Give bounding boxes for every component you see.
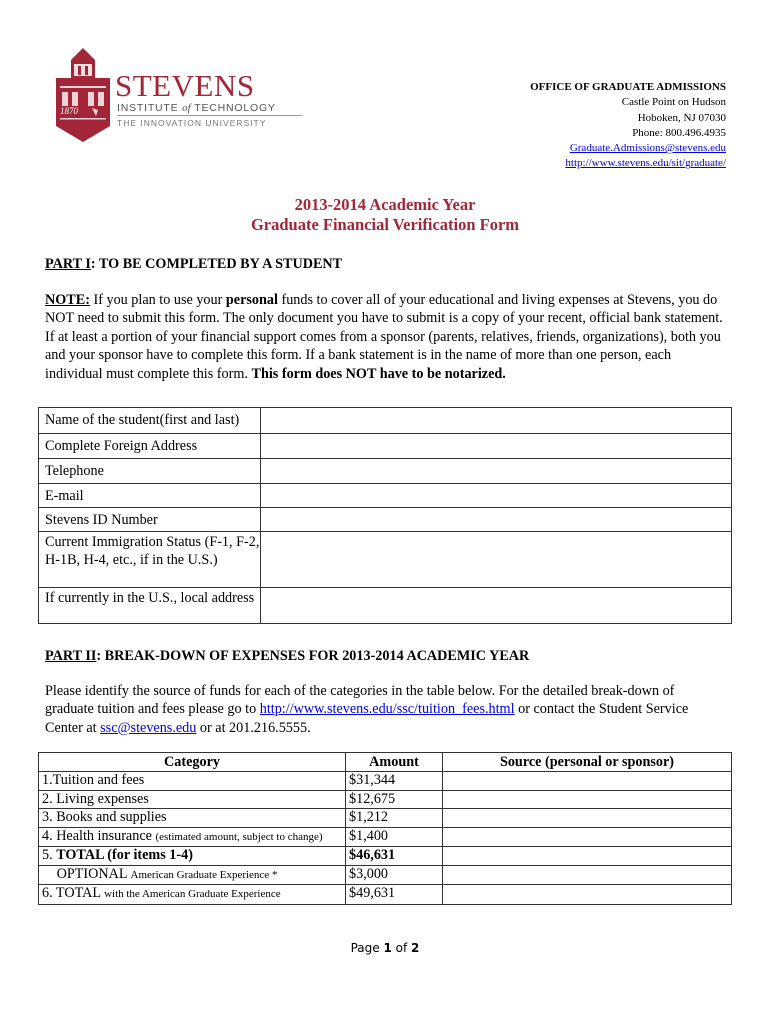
office-address-line1: Castle Point on Hudson [621,96,726,109]
expense-category: 6. TOTAL with the American Graduate Experience [39,885,346,905]
office-email-link[interactable]: Graduate.Admissions@stevens.edu [569,142,726,155]
stevens-tower-emblem-icon [52,48,114,144]
expense-row [39,809,732,828]
field-label: Complete Foreign Address [39,434,261,459]
field-label: Name of the student(first and last) [39,408,261,434]
office-title: OFFICE OF GRADUATE ADMISSIONS [530,81,726,93]
tuition-fees-link[interactable]: http://www.stevens.edu/ssc/tuition_fees.html [259,701,515,718]
column-header-source: Source (personal or sponsor) [443,753,732,772]
office-address-block [530,80,726,172]
expense-category: OPTIONAL American Graduate Experience * [39,865,346,885]
part1-note: NOTE: If you plan to use your personal funds to cover all of your educational and living expenses at Stevens, you do NOT need to submit this form. The only document you have to submit is a copy of your recent, official bank statement. If at least a portion of your financial support comes from a sponsor (parents, relatives, friends, organizations), both you and your sponsor have to complete this form. If a bank statement is in the name of more than one person, each individual must complete this form. This form does NOT have to be notarized. [45,292,723,382]
office-url-link[interactable]: http://www.stevens.edu/sit/graduate/ [565,157,726,170]
expense-source-input[interactable] [443,885,732,905]
svg-text:1870: 1870 [60,106,78,116]
expenses-header-row [39,753,732,772]
expense-source-input[interactable] [443,827,732,847]
form-title-name: Graduate Financial Verification Form [250,215,520,234]
expense-row [39,827,732,847]
expense-row [39,847,732,866]
expense-source-input[interactable] [443,790,732,809]
expense-row [39,885,732,905]
expense-row [39,772,732,791]
field-label: Current Immigration Status (F-1, F-2, H-1B, H-4, etc., if in the U.S.) [39,532,261,588]
expense-amount: $46,631 [346,847,443,866]
page-number: Page 1 of 2 [350,941,420,955]
student-info-row [39,588,732,624]
expense-amount: $3,000 [346,865,443,885]
field-value-input[interactable] [261,434,732,459]
expense-amount: $1,400 [346,827,443,847]
field-value-input[interactable] [261,459,732,484]
expense-row [39,790,732,809]
part2-intro: Please identify the source of funds for each of the categories in the table below. For the detailed break-down of graduate tuition and fees please go to http://www.stevens.edu/ssc/tuition_fees.html or contact the Student Service Center at ssc@stevens.edu or at 201.216.5555. [45,683,689,736]
field-value-input[interactable] [261,508,732,532]
expense-amount: $1,212 [346,809,443,828]
expense-row [39,865,732,885]
logo-tagline: THE INNOVATION UNIVERSITY [117,118,267,128]
expense-category: 4. Health insurance (estimated amount, subject to change) [39,827,346,847]
field-value-input[interactable] [261,484,732,508]
student-info-row [39,459,732,484]
expense-source-input[interactable] [443,847,732,866]
field-label: E-mail [39,484,261,508]
expense-category: 5. TOTAL (for items 1-4) [39,847,346,866]
field-label: If currently in the U.S., local address [39,588,261,624]
stevens-logo [52,48,276,148]
expense-category: 2. Living expenses [39,790,346,809]
expense-category: 3. Books and supplies [39,809,346,828]
student-info-row [39,434,732,459]
form-title-year: 2013-2014 Academic Year [294,195,476,214]
expense-amount: $49,631 [346,885,443,905]
form-title [0,195,770,235]
column-header-category: Category [39,753,346,772]
field-label: Telephone [39,459,261,484]
office-address-line2: Hoboken, NJ 07030 [637,111,726,124]
expense-source-input[interactable] [443,809,732,828]
student-info-row [39,532,732,588]
logo-divider [117,115,302,116]
column-header-amount: Amount [346,753,443,772]
student-info-table [38,407,732,624]
field-value-input[interactable] [261,408,732,434]
office-phone: Phone: 800.496.4935 [632,126,726,139]
ssc-email-link[interactable]: ssc@stevens.edu [100,719,197,736]
expense-source-input[interactable] [443,772,732,791]
field-label: Stevens ID Number [39,508,261,532]
field-value-input[interactable] [261,532,732,588]
student-info-row [39,508,732,532]
student-info-row [39,408,732,434]
part1-heading: PART I: TO BE COMPLETED BY A STUDENT [45,256,343,272]
student-info-row [39,484,732,508]
expense-source-input[interactable] [443,865,732,885]
expense-category: 1.Tuition and fees [39,772,346,791]
logo-subtitle: INSTITUTE of TECHNOLOGY [117,102,276,114]
field-value-input[interactable] [261,588,732,624]
logo-wordmark: STEVENS [115,68,255,103]
part2-heading: PART II: BREAK-DOWN OF EXPENSES FOR 2013-2014 ACADEMIC YEAR [45,648,530,664]
expense-amount: $12,675 [346,790,443,809]
expenses-table [38,752,732,905]
expense-amount: $31,344 [346,772,443,791]
